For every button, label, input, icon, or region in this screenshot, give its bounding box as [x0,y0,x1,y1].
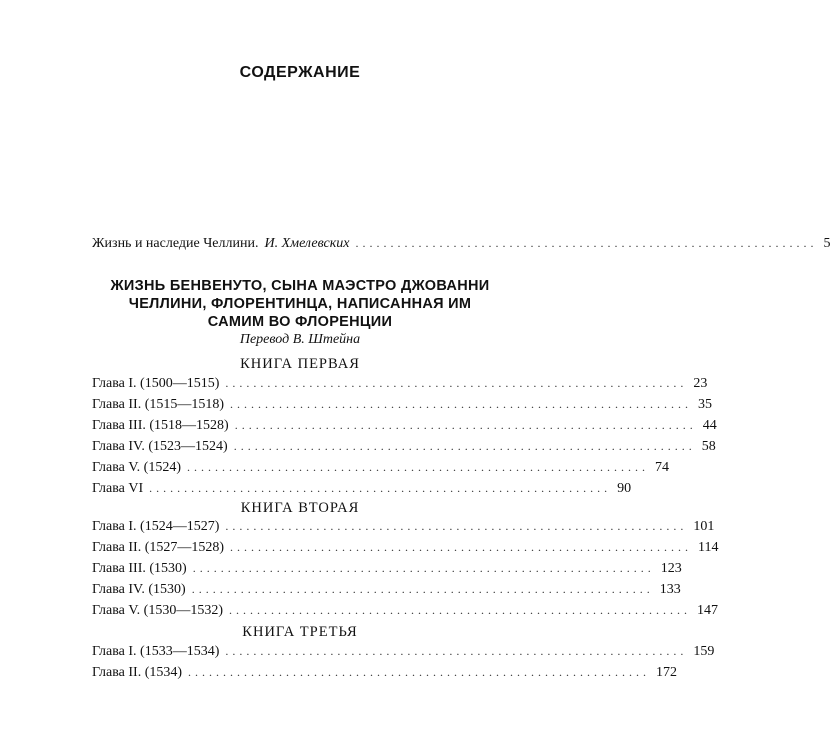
toc-page-number: 123 [660,561,682,576]
toc-page-number: 101 [693,519,715,534]
leader-dots: .................................................................. [187,460,650,474]
chapter-label: Глава II. (1527—1528) [92,540,225,555]
chapter-label: Глава II. (1515—1518) [92,397,225,412]
toc-page-number: 159 [693,644,715,659]
chapter-label: Глава II. (1534) [92,665,183,680]
chapter-label: Глава IV. (1530) [92,582,186,597]
leader-dots: .................................................................. [225,376,688,390]
toc-entry[interactable] [92,600,719,621]
book-3-chapters [92,641,715,683]
translator-credit: Перевод В. Штейна [239,332,361,347]
toc-entry[interactable] [92,394,713,415]
page-title: СОДЕРЖАНИЕ [239,64,361,81]
toc-page-number: 58 [701,439,716,454]
toc-entry[interactable] [92,478,632,499]
toc-entry[interactable] [92,641,715,662]
book-1-chapters [92,373,717,499]
toc-entry[interactable] [92,436,716,457]
intro-title: Жизнь и наследие Челлини. [92,236,259,251]
work-title-line: ЖИЗНЬ БЕНВЕНУТО, СЫНА МАЭСТРО ДЖОВАННИ [110,278,490,294]
toc-entry-intro[interactable] [92,234,830,253]
toc-page-number: 114 [698,540,719,555]
book-heading-2: КНИГА ВТОРАЯ [240,500,360,516]
leader-dots: .................................................................. [225,519,688,533]
book-2-chapters [92,516,719,621]
chapter-label: Глава V. (1530—1532) [92,603,224,618]
toc-page-number: 23 [693,376,708,391]
work-title [60,277,540,331]
toc-page-number: 172 [656,665,678,680]
toc-page-number: 147 [697,603,719,618]
toc-entry[interactable] [92,457,670,478]
chapter-label: Глава I. (1533—1534) [92,644,220,659]
leader-dots: .................................................................. [149,481,612,495]
leader-dots: .................................................................. [225,644,688,658]
intro-author: И. Хмелевских [264,236,350,251]
toc-entry[interactable] [92,373,708,394]
toc-page-number: 90 [617,481,632,496]
chapter-label: Глава III. (1530) [92,561,187,576]
chapter-label: Глава III. (1518—1528) [92,418,229,433]
leader-dots: .................................................................. [355,236,818,250]
toc-entry[interactable] [92,579,681,600]
leader-dots: .................................................................. [230,397,693,411]
toc-page-number: 133 [659,582,681,597]
chapter-label: Глава IV. (1523—1524) [92,439,228,454]
toc-entry-label [92,235,349,253]
toc-page-number: 5 [823,236,830,251]
book-heading-3: КНИГА ТРЕТЬЯ [242,624,358,640]
work-title-line: ЧЕЛЛИНИ, ФЛОРЕНТИНЦА, НАПИСАННАЯ ИМ [128,296,472,312]
toc-entry[interactable] [92,662,678,683]
leader-dots: .................................................................. [234,418,697,432]
leader-dots: .................................................................. [229,603,692,617]
toc-entry[interactable] [92,516,715,537]
toc-entry[interactable] [92,558,682,579]
toc-page-number: 44 [702,418,717,433]
leader-dots: .................................................................. [192,561,655,575]
leader-dots: .................................................................. [230,540,693,554]
leader-dots: .................................................................. [233,439,696,453]
chapter-label: Глава V. (1524) [92,460,182,475]
chapter-label: Глава VI [92,481,144,496]
leader-dots: .................................................................. [191,582,654,596]
leader-dots: .................................................................. [188,665,651,679]
book-heading-1: КНИГА ПЕРВАЯ [240,356,360,372]
toc-entry[interactable] [92,415,717,436]
toc-page-number: 35 [698,397,713,412]
toc-page-number: 74 [655,460,670,475]
toc-entry[interactable] [92,537,719,558]
work-title-line: САМИМ ВО ФЛОРЕНЦИИ [207,314,393,330]
chapter-label: Глава I. (1524—1527) [92,519,220,534]
chapter-label: Глава I. (1500—1515) [92,376,220,391]
